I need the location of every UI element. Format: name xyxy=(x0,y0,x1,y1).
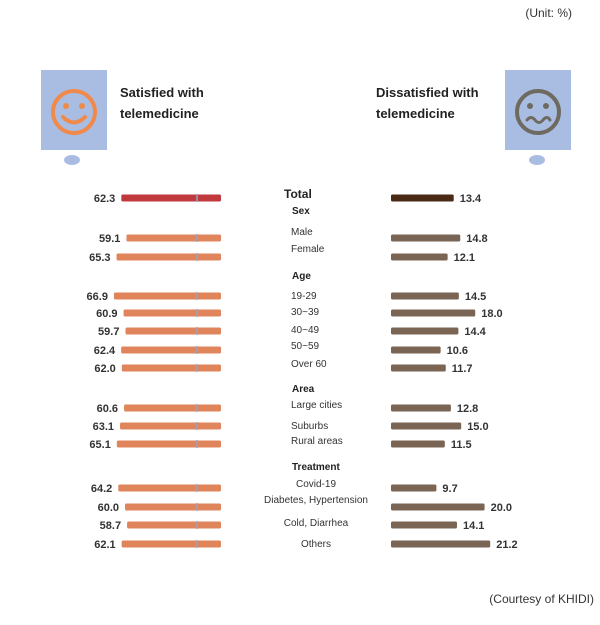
dissatisfied-value-label: 11.7 xyxy=(451,363,473,375)
satisfied-bar xyxy=(118,485,221,492)
dissatisfied-bar xyxy=(391,347,441,354)
dissatisfied-value-label: 21.2 xyxy=(496,539,518,551)
satisfied-value-label: 64.2 xyxy=(90,483,113,495)
dissatisfied-value-label: 10.6 xyxy=(446,345,469,357)
dissatisfied-value-label: 11.5 xyxy=(450,439,472,451)
category-label: 19-29 xyxy=(291,291,317,302)
dissatisfied-value-label: 20.0 xyxy=(490,502,513,514)
satisfied-bar xyxy=(120,423,221,430)
dissatisfied-bar xyxy=(391,441,445,448)
satisfied-value-label: 60.0 xyxy=(97,502,119,514)
satisfied-bar xyxy=(126,235,221,242)
category-label: Large cities xyxy=(291,400,343,411)
satisfied-bar xyxy=(114,293,221,300)
satisfied-bar xyxy=(124,405,221,412)
satisfied-value-label: 62.1 xyxy=(94,539,116,551)
satisfied-bar xyxy=(125,328,221,335)
dissatisfied-bar xyxy=(391,328,458,335)
group-header-treatment: Treatment xyxy=(292,462,340,473)
dissatisfied-bar xyxy=(391,235,460,242)
satisfied-bar xyxy=(124,310,221,317)
dissatisfied-bar xyxy=(391,522,457,529)
satisfied-value-label: 65.3 xyxy=(89,252,111,264)
group-header-area: Area xyxy=(292,384,315,395)
dissatisfied-bar xyxy=(391,195,454,202)
category-label: Female xyxy=(291,244,325,255)
satisfied-bar xyxy=(122,365,221,372)
satisfied-header: Satisfied with telemedicine xyxy=(120,85,204,121)
dissatisfied-value-label: 12.1 xyxy=(453,252,476,264)
dissatisfied-value-label: 15.0 xyxy=(467,421,489,433)
category-label: 50~59 xyxy=(291,341,320,352)
satisfied-bar xyxy=(121,195,221,202)
dissatisfied-bar xyxy=(391,423,461,430)
category-label: Suburbs xyxy=(291,421,329,432)
satisfied-value-label: 58.7 xyxy=(99,520,122,532)
satisfied-value-label: 62.4 xyxy=(93,345,116,357)
satisfied-bar xyxy=(121,347,221,354)
dissatisfied-value-label: 14.8 xyxy=(466,233,488,245)
dissatisfied-bar xyxy=(391,310,475,317)
satisfied-value-label: 60.6 xyxy=(96,403,119,415)
dissatisfied-value-label: 18.0 xyxy=(481,308,503,320)
category-label: Rural areas xyxy=(291,436,343,447)
dissatisfied-value-label: 12.8 xyxy=(456,403,479,415)
satisfied-bar xyxy=(117,441,221,448)
dissatisfied-bar xyxy=(391,405,451,412)
satisfied-value-label: 66.9 xyxy=(86,291,108,303)
satisfied-bar xyxy=(127,522,221,529)
category-label: Others xyxy=(300,539,332,550)
satisfied-bar xyxy=(117,254,221,261)
category-label: Male xyxy=(291,227,313,238)
category-label: 30~39 xyxy=(291,307,320,318)
satisfied-bar xyxy=(122,541,221,548)
unit-note: (Unit: %) xyxy=(525,6,572,20)
satisfied-value-label: 63.1 xyxy=(92,421,115,433)
satisfied-value-label: 59.1 xyxy=(99,233,121,245)
dissatisfied-value-label: 14.1 xyxy=(462,520,485,532)
dissatisfied-bar xyxy=(391,504,485,511)
category-label: Covid-19 xyxy=(295,479,337,490)
dissatisfied-value-label: 9.7 xyxy=(442,483,458,495)
dissatisfied-bar xyxy=(391,485,436,492)
satisfied-value-label: 59.7 xyxy=(98,326,120,338)
courtesy-note: (Courtesy of KHIDI) xyxy=(489,592,594,606)
group-header-age: Age xyxy=(292,271,311,282)
category-label: Diabetes, Hypertension xyxy=(264,495,368,506)
dissatisfied-bar xyxy=(391,293,459,300)
category-label: Cold, Diarrhea xyxy=(283,518,349,529)
satisfied-value-label: 62.0 xyxy=(94,363,116,375)
category-label: 40~49 xyxy=(291,325,320,336)
satisfied-value-label: 62.3 xyxy=(93,193,116,205)
category-label: Total xyxy=(284,187,312,201)
group-header-sex: Sex xyxy=(292,206,310,217)
satisfied-value-label: 65.1 xyxy=(89,439,111,451)
satisfied-value-label: 60.9 xyxy=(96,308,118,320)
satisfied-bar xyxy=(125,504,221,511)
dissatisfied-header: Dissatisfied with telemedicine xyxy=(376,85,479,121)
dissatisfied-bar xyxy=(391,541,490,548)
dissatisfied-value-label: 14.5 xyxy=(464,291,487,303)
dissatisfied-value-label: 13.4 xyxy=(459,193,482,205)
dissatisfied-bar xyxy=(391,254,448,261)
category-label: Over 60 xyxy=(291,359,327,370)
dissatisfied-value-label: 14.4 xyxy=(464,326,486,338)
dissatisfied-bar xyxy=(391,365,446,372)
